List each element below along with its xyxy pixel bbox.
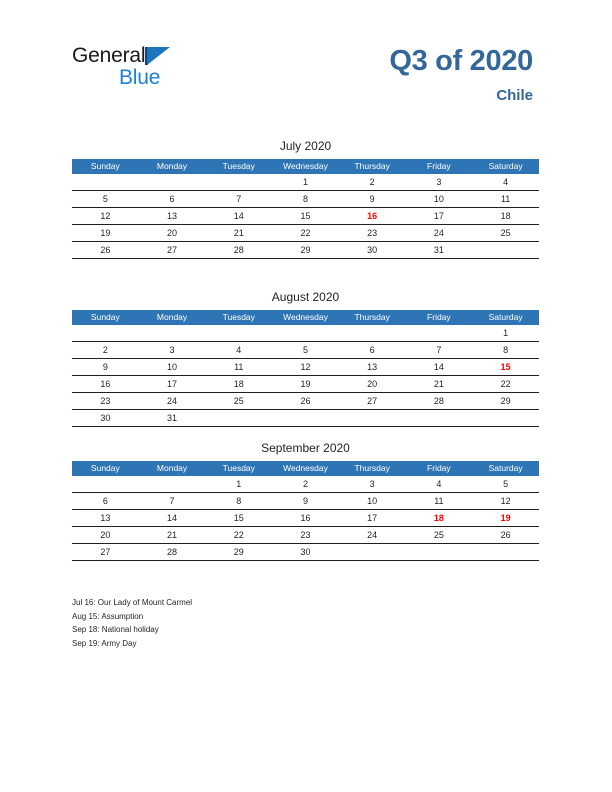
day-cell[interactable]: 13 [139,208,206,225]
weekday-header-sunday: Sunday [72,159,139,174]
week-row [72,242,539,259]
day-cell[interactable]: 15 [205,510,272,527]
day-cell[interactable]: 17 [406,208,473,225]
day-cell[interactable]: 7 [406,342,473,359]
day-cell[interactable]: 24 [339,527,406,544]
week-row [72,393,539,410]
day-cell-empty [406,544,473,561]
day-cell[interactable]: 22 [472,376,539,393]
calendar-table [72,159,539,259]
day-cell[interactable]: 23 [272,527,339,544]
day-cell[interactable]: 22 [272,225,339,242]
day-cell[interactable]: 7 [139,493,206,510]
day-cell-empty [472,242,539,259]
day-cell[interactable]: 11 [406,493,473,510]
weekday-header-friday: Friday [406,461,473,476]
calendar-table [72,461,539,561]
day-cell[interactable]: 28 [139,544,206,561]
weekday-header-thursday: Thursday [339,310,406,325]
day-cell[interactable]: 12 [472,493,539,510]
weekday-header-monday: Monday [139,310,206,325]
day-cell-empty [472,544,539,561]
day-cell[interactable]: 25 [472,225,539,242]
day-cell-empty [339,325,406,342]
day-cell-empty [406,410,473,427]
day-cell[interactable]: 27 [72,544,139,561]
holiday-note: Aug 15: Assumption [72,611,144,621]
day-cell[interactable]: 8 [205,493,272,510]
day-cell[interactable]: 13 [339,359,406,376]
week-row [72,493,539,510]
weekday-header-sunday: Sunday [72,461,139,476]
week-row [72,225,539,242]
weekday-header-saturday: Saturday [472,310,539,325]
day-cell[interactable]: 30 [272,544,339,561]
day-cell-empty [205,174,272,191]
day-cell-empty [472,410,539,427]
day-cell-holiday[interactable]: 16 [339,208,406,225]
day-cell[interactable]: 31 [406,242,473,259]
day-cell[interactable]: 29 [472,393,539,410]
day-cell[interactable]: 26 [72,242,139,259]
day-cell[interactable]: 14 [205,208,272,225]
day-cell[interactable]: 28 [205,242,272,259]
day-cell-holiday[interactable]: 18 [406,510,473,527]
week-row [72,376,539,393]
day-cell[interactable]: 5 [472,476,539,493]
weekday-header-thursday: Thursday [339,461,406,476]
week-row [72,342,539,359]
day-cell[interactable]: 31 [139,410,206,427]
day-cell-empty [272,410,339,427]
day-cell[interactable]: 8 [272,191,339,208]
day-cell[interactable]: 9 [339,191,406,208]
day-cell-holiday[interactable]: 15 [472,359,539,376]
day-cell[interactable]: 12 [72,208,139,225]
day-cell-empty [139,325,206,342]
weekday-header-tuesday: Tuesday [205,310,272,325]
day-cell[interactable]: 10 [139,359,206,376]
day-cell-empty [205,410,272,427]
week-row [72,476,539,493]
day-cell[interactable]: 26 [472,527,539,544]
day-cell-empty [72,174,139,191]
holiday-note: Sep 18: National holiday [72,625,159,634]
week-row [72,325,539,342]
day-cell[interactable]: 5 [72,191,139,208]
week-row [72,208,539,225]
week-row [72,174,539,191]
day-cell-empty [339,410,406,427]
weekday-header-friday: Friday [406,159,473,174]
day-cell[interactable]: 27 [139,242,206,259]
day-cell[interactable]: 3 [139,342,206,359]
month-block-september [72,440,539,561]
day-cell[interactable]: 29 [205,544,272,561]
day-cell[interactable]: 1 [472,325,539,342]
holiday-note: Sep 19: Army Day [72,638,137,648]
day-cell[interactable]: 14 [406,359,473,376]
weekday-header-monday: Monday [139,159,206,174]
day-cell[interactable]: 14 [139,510,206,527]
weekday-header-row [72,159,539,174]
day-cell[interactable]: 2 [272,476,339,493]
day-cell[interactable]: 30 [72,410,139,427]
day-cell[interactable]: 21 [406,376,473,393]
day-cell[interactable]: 12 [272,359,339,376]
day-cell[interactable]: 15 [272,208,339,225]
brand-logo [72,44,252,94]
day-cell[interactable]: 19 [72,225,139,242]
day-cell[interactable]: 26 [272,393,339,410]
day-cell[interactable]: 10 [339,493,406,510]
triangle-icon [147,47,170,65]
day-cell[interactable]: 24 [139,393,206,410]
day-cell[interactable]: 11 [205,359,272,376]
brand-name-secondary: Blue [119,66,161,89]
weekday-header-row [72,461,539,476]
day-cell[interactable]: 20 [339,376,406,393]
day-cell[interactable]: 6 [139,191,206,208]
day-cell[interactable]: 27 [339,393,406,410]
day-cell-empty [139,476,206,493]
month-block-july [72,138,539,259]
week-row [72,410,539,427]
weekday-header-thursday: Thursday [339,159,406,174]
holiday-note: Jul 16: Our Lady of Mount Carmel [72,598,193,607]
week-row [72,510,539,527]
weekday-header-tuesday: Tuesday [205,159,272,174]
day-cell-empty [339,544,406,561]
day-cell[interactable]: 1 [205,476,272,493]
weekday-header-friday: Friday [406,310,473,325]
day-cell-empty [406,325,473,342]
day-cell[interactable]: 2 [72,342,139,359]
day-cell[interactable]: 21 [205,225,272,242]
day-cell[interactable]: 2 [339,174,406,191]
week-row [72,359,539,376]
week-row [72,527,539,544]
day-cell[interactable]: 4 [205,342,272,359]
day-cell[interactable]: 3 [339,476,406,493]
day-cell[interactable]: 4 [472,174,539,191]
day-cell[interactable]: 6 [72,493,139,510]
month-block-august [72,289,539,427]
month-title: August 2020 [271,290,340,304]
day-cell-empty [205,325,272,342]
day-cell[interactable]: 24 [406,225,473,242]
day-cell[interactable]: 7 [205,191,272,208]
holiday-notes-list [72,596,472,650]
day-cell[interactable]: 18 [205,376,272,393]
page-title-block [389,44,533,106]
month-title: September 2020 [261,441,350,455]
day-cell[interactable]: 9 [272,493,339,510]
day-cell[interactable]: 17 [339,510,406,527]
day-cell[interactable]: 16 [72,376,139,393]
day-cell[interactable]: 25 [205,393,272,410]
day-cell[interactable]: 20 [72,527,139,544]
weekday-header-sunday: Sunday [72,310,139,325]
weekday-header-row [72,310,539,325]
day-cell[interactable]: 13 [72,510,139,527]
day-cell[interactable]: 20 [139,225,206,242]
day-cell[interactable]: 19 [272,376,339,393]
day-cell[interactable]: 6 [339,342,406,359]
day-cell[interactable]: 3 [406,174,473,191]
day-cell[interactable]: 23 [72,393,139,410]
day-cell-empty [72,476,139,493]
weekday-header-wednesday: Wednesday [272,461,339,476]
weekday-header-saturday: Saturday [472,159,539,174]
day-cell[interactable]: 10 [406,191,473,208]
day-cell-empty [72,325,139,342]
day-cell-empty [139,174,206,191]
day-cell[interactable]: 8 [472,342,539,359]
weekday-header-saturday: Saturday [472,461,539,476]
weekday-header-monday: Monday [139,461,206,476]
weekday-header-tuesday: Tuesday [205,461,272,476]
brand-name-primary: General [72,44,146,67]
day-cell[interactable]: 29 [272,242,339,259]
page-title: Q3 of 2020 [389,45,533,77]
day-cell[interactable]: 1 [272,174,339,191]
day-cell[interactable]: 17 [139,376,206,393]
day-cell-empty [272,325,339,342]
day-cell-holiday[interactable]: 19 [472,510,539,527]
day-cell[interactable]: 18 [472,208,539,225]
week-row [72,191,539,208]
day-cell[interactable]: 23 [339,225,406,242]
day-cell[interactable]: 5 [272,342,339,359]
day-cell[interactable]: 9 [72,359,139,376]
day-cell[interactable]: 28 [406,393,473,410]
day-cell[interactable]: 11 [472,191,539,208]
day-cell[interactable]: 16 [272,510,339,527]
month-title: July 2020 [279,139,332,153]
week-row [72,544,539,561]
weekday-header-wednesday: Wednesday [272,310,339,325]
day-cell[interactable]: 30 [339,242,406,259]
day-cell[interactable]: 4 [406,476,473,493]
weekday-header-wednesday: Wednesday [272,159,339,174]
day-cell[interactable]: 25 [406,527,473,544]
page-subtitle-country: Chile [496,87,533,104]
day-cell[interactable]: 22 [205,527,272,544]
day-cell[interactable]: 21 [139,527,206,544]
calendar-table [72,310,539,427]
